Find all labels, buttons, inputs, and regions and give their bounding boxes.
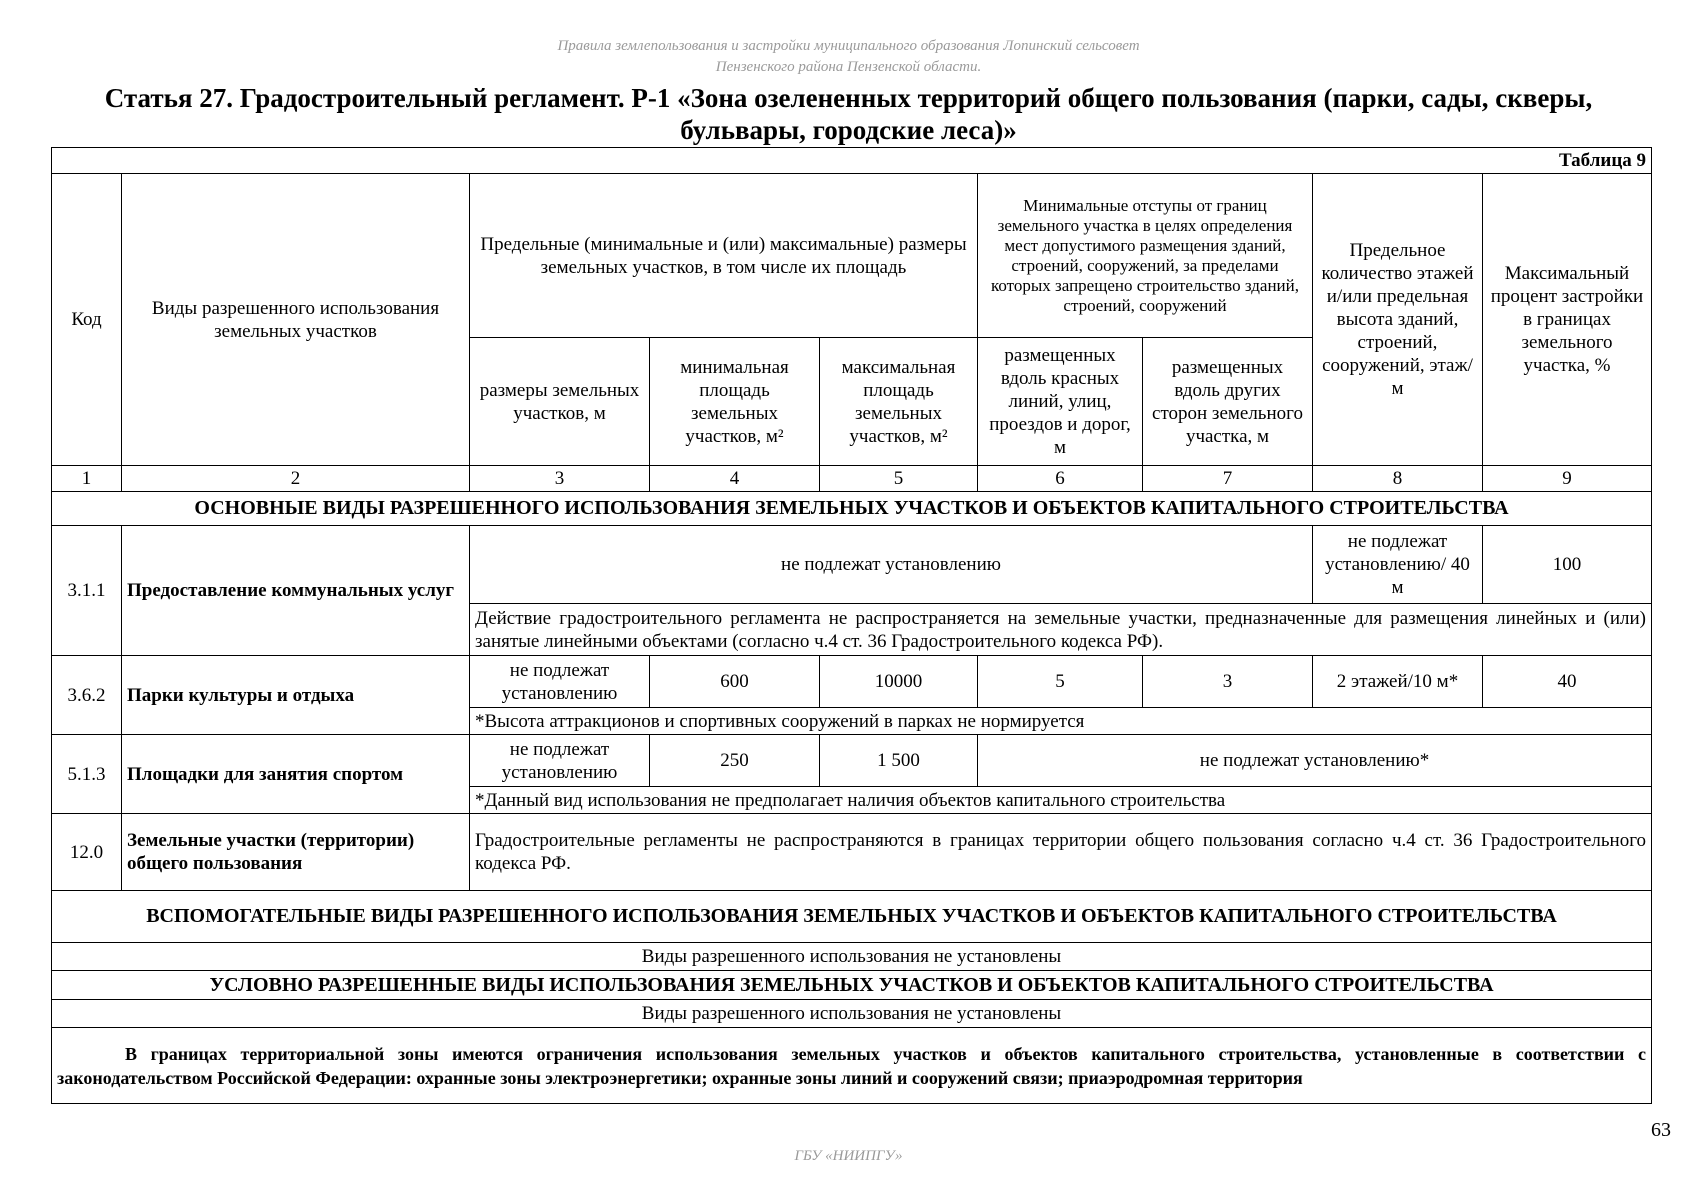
article-title: Статья 27. Градостроительный регламент. Р-1 «Зона озелененных территорий общего пользования (парки, сады, скверы, бульвары, городские леса)» [104, 83, 1593, 145]
table-row [52, 656, 1652, 708]
header-code: Код [52, 174, 122, 466]
row-min-area: 600 [650, 656, 820, 708]
column-number: 5 [820, 466, 978, 492]
row-max-area: 10000 [820, 656, 978, 708]
row-params: не подлежат установлению [470, 526, 1313, 604]
running-header-line-2: Пензенского района Пензенской области. [715, 59, 982, 75]
row-name: Парки культуры и отдыха [122, 656, 470, 735]
regulation-table [51, 147, 1652, 1104]
row-sizes: не подлежат установлению [470, 656, 650, 708]
restrictions-note [52, 1028, 1652, 1104]
aux-text: Виды разрешенного использования не установлены [52, 943, 1652, 971]
row-min-area: 250 [650, 735, 820, 787]
restrictions-text: В границах территориальной зоны имеются ограничения использования земельных участков и объектов капитального строительства, установленные в соответствии с законодательством Российской Федерации: охранные зоны электроэнергетики; охранные зоны линий и сооружений связи; приаэродромная территория [57, 1043, 1647, 1088]
column-number: 1 [52, 466, 122, 492]
row-rest: не подлежат установлению* [978, 735, 1652, 787]
row-red-lines: 5 [978, 656, 1143, 708]
table-row [52, 814, 1652, 891]
row-floors: 2 этажей/10 м* [1313, 656, 1483, 708]
header-floors: Предельное количество этажей и/или предельная высота зданий, строений, сооружений, этаж/м [1313, 174, 1483, 466]
column-number: 2 [122, 466, 470, 492]
running-header-line-1: Правила землепользования и застройки муниципального образования Лопинский сельсовет [557, 38, 1140, 54]
subheader-red-lines: размещенных вдоль красных линий, улиц, проездов и дорог, м [978, 338, 1143, 466]
row-name: Площадки для занятия спортом [122, 735, 470, 814]
column-number: 4 [650, 466, 820, 492]
subheader-min-area: минимальная площадь земельных участков, м² [650, 338, 820, 466]
row-code: 12.0 [52, 814, 122, 891]
page-footer: ГБУ «НИИПГУ» [794, 1148, 903, 1164]
column-numbers-row [52, 466, 1652, 492]
column-number: 9 [1483, 466, 1652, 492]
row-sizes: не подлежат установлению [470, 735, 650, 787]
header-limit-sizes: Предельные (минимальные и (или) максимальные) размеры земельных участков, в том числе их площадь [470, 174, 978, 338]
row-note: Действие градостроительного регламента не распространяется на земельные участки, предназначенные для размещения линейных и (или) занятые линейными объектами (согласно ч.4 ст. 36 Градостроительного кодекса РФ). [470, 604, 1652, 656]
subheader-sizes: размеры земельных участков, м [470, 338, 650, 466]
section-main-title: ОСНОВНЫЕ ВИДЫ РАЗРЕШЕННОГО ИСПОЛЬЗОВАНИЯ ЗЕМЕЛЬНЫХ УЧАСТКОВ И ОБЪЕКТОВ КАПИТАЛЬНОГО СТРОИТЕЛЬСТВА [52, 492, 1652, 526]
page-number: 63 [1651, 1119, 1671, 1141]
row-percent: 100 [1483, 526, 1652, 604]
section-cond-title: УСЛОВНО РАЗРЕШЕННЫЕ ВИДЫ ИСПОЛЬЗОВАНИЯ ЗЕМЕЛЬНЫХ УЧАСТКОВ И ОБЪЕКТОВ КАПИТАЛЬНОГО СТРОИТЕЛЬСТВА [52, 971, 1652, 1000]
column-number: 3 [470, 466, 650, 492]
column-number: 8 [1313, 466, 1483, 492]
table-row [52, 735, 1652, 787]
row-code: 3.1.1 [52, 526, 122, 656]
column-number: 7 [1143, 466, 1313, 492]
table-number: Таблица 9 [52, 148, 1652, 174]
row-other-sides: 3 [1143, 656, 1313, 708]
row-name: Земельные участки (территории) общего пользования [122, 814, 470, 891]
row-text: Градостроительные регламенты не распространяются в границах территории общего пользования согласно ч.4 ст. 36 Градостроительного кодекса РФ. [470, 814, 1652, 891]
row-max-area: 1 500 [820, 735, 978, 787]
header-max-percent: Максимальный процент застройки в границах земельного участка, % [1483, 174, 1652, 466]
row-code: 5.1.3 [52, 735, 122, 814]
subheader-other-sides: размещенных вдоль других сторон земельного участка, м [1143, 338, 1313, 466]
row-code: 3.6.2 [52, 656, 122, 735]
cond-text: Виды разрешенного использования не установлены [52, 1000, 1652, 1028]
row-note: *Высота аттракционов и спортивных сооружений в парках не нормируется [470, 708, 1652, 735]
header-setbacks: Минимальные отступы от границ земельного участка в целях определения мест допустимого размещения зданий, строений, сооружений, за пределами которых запрещено строительство зданий, строений, сооружений [978, 174, 1313, 338]
subheader-max-area: максимальная площадь земельных участков, м² [820, 338, 978, 466]
row-floors: не подлежат установлению/ 40 м [1313, 526, 1483, 604]
row-percent: 40 [1483, 656, 1652, 708]
header-types: Виды разрешенного использования земельных участков [122, 174, 470, 466]
section-aux-title: ВСПОМОГАТЕЛЬНЫЕ ВИДЫ РАЗРЕШЕННОГО ИСПОЛЬЗОВАНИЯ ЗЕМЕЛЬНЫХ УЧАСТКОВ И ОБЪЕКТОВ КАПИТАЛЬНОГО СТРОИТЕЛЬСТВА [52, 891, 1652, 943]
row-name: Предоставление коммунальных услуг [122, 526, 470, 656]
row-note: *Данный вид использования не предполагает наличия объектов капитального строительства [470, 787, 1652, 814]
column-number: 6 [978, 466, 1143, 492]
table-row [52, 526, 1652, 604]
